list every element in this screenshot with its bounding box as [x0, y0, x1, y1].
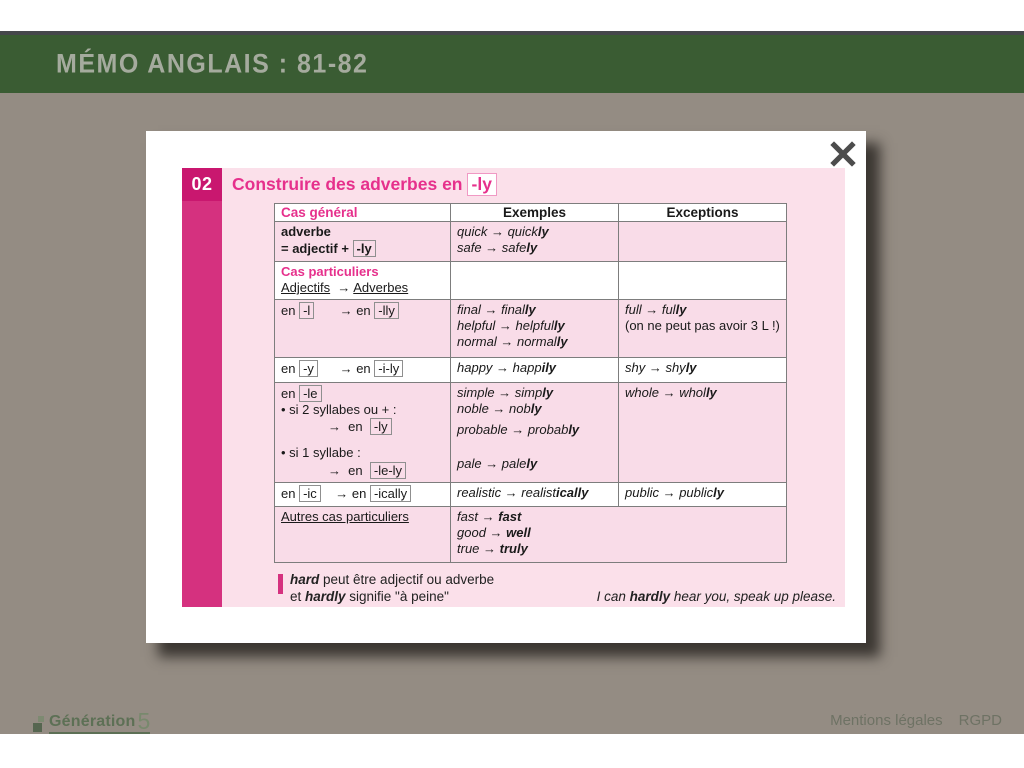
note-example: I can hardly hear you, speak up please. [596, 588, 836, 604]
table-cell [619, 262, 787, 300]
table-cell [451, 382, 619, 482]
table-cell [275, 357, 451, 382]
logo-number: 5 [137, 708, 151, 734]
cell-line: good → well [457, 524, 531, 540]
footer-links [830, 712, 1002, 729]
cell-line: (on ne peut pas avoir 3 L !) [625, 317, 780, 333]
memo-card [146, 131, 866, 643]
cell-line: simple → simply [457, 384, 554, 400]
table-row [275, 506, 787, 562]
cell-line: en -le [281, 385, 444, 402]
top-white-strip [0, 0, 1024, 31]
table-cell [619, 357, 787, 382]
cell-line: public → publicly [625, 484, 724, 500]
table-row [275, 299, 787, 357]
cell-line: true → truly [457, 541, 528, 556]
table-cell [451, 506, 787, 562]
table-cell [275, 506, 451, 562]
cell-line: normal → normally [457, 334, 568, 349]
cell-line: = adjectif + -ly [281, 240, 444, 257]
cell-line: → en -le-ly [281, 462, 444, 479]
column-header: Exemples [451, 204, 619, 222]
cell-line: en -l → en -lly [281, 302, 444, 319]
cell-line: noble → nobly [457, 400, 542, 416]
cell-line: Cas particuliers [281, 264, 379, 279]
hard-hardly-note [278, 572, 836, 606]
cell-line: shy → shyly [625, 359, 697, 375]
cell-line: • si 2 syllabes ou + : [281, 401, 397, 417]
cell-line: en -ic → en -ically [281, 485, 444, 502]
cell-line: et hardly signifie "à peine" [290, 588, 449, 604]
cell-line [281, 435, 444, 445]
cell-line: en -y → en -i-ly [281, 360, 444, 377]
table-cell [275, 262, 451, 300]
cell-line: adverbe [281, 224, 331, 239]
cell-line: final → finally [457, 301, 536, 317]
table-cell [275, 299, 451, 357]
table-row [275, 382, 787, 482]
accent-strip [182, 168, 222, 607]
rgpd-link[interactable]: RGPD [958, 712, 1002, 729]
cell-line: safe → safely [457, 240, 538, 256]
cell-line: helpful → helpfully [457, 317, 565, 333]
cell-line: probable → probably [457, 422, 580, 437]
note-accent-bar [278, 574, 283, 594]
generation5-logo-icon [33, 712, 46, 734]
table-row [275, 482, 787, 506]
table-cell [619, 222, 787, 262]
cell-line: hard peut être adjectif ou adverbe [290, 572, 495, 587]
table-cell [451, 482, 619, 506]
table-cell [275, 222, 451, 262]
memo-number-badge: 02 [182, 168, 222, 201]
table-cell [275, 482, 451, 506]
table-cell [451, 357, 619, 382]
cell-line: → en -ly [281, 418, 444, 435]
table-row [275, 357, 787, 382]
column-header: Exceptions [619, 204, 787, 222]
table-cell [619, 382, 787, 482]
column-header: Cas général [275, 204, 451, 222]
table-cell [451, 262, 619, 300]
bottom-white-strip [0, 734, 1024, 768]
cell-line [457, 438, 612, 456]
generation5-logo[interactable] [33, 706, 150, 734]
adverb-rules-table [274, 203, 787, 563]
close-button[interactable] [827, 138, 859, 170]
app-header [0, 35, 1024, 93]
mentions-legales-link[interactable]: Mentions légales [830, 712, 943, 729]
memo-title [232, 173, 497, 196]
cell-line: whole → wholly [625, 384, 717, 400]
close-icon [830, 141, 856, 167]
cell-line: full → fully [625, 301, 687, 317]
app-title: MÉMO ANGLAIS : 81-82 [56, 49, 369, 79]
cell-line: realistic → realistically [457, 484, 589, 500]
table-cell [619, 299, 787, 357]
table-row [275, 222, 787, 262]
table-cell [275, 382, 451, 482]
cell-line: pale → palely [457, 456, 538, 472]
logo-text: Génération [49, 713, 136, 730]
memo-panel [222, 168, 845, 607]
cell-line: • si 1 syllabe : [281, 445, 361, 461]
table-cell [619, 482, 787, 506]
memo-title-text: Construire des adverbes en [232, 174, 463, 194]
memo-title-suffix-box: -ly [467, 173, 497, 196]
table-cell [451, 299, 619, 357]
cell-line: happy → happily [457, 359, 557, 375]
cell-line: Autres cas particuliers [281, 508, 409, 524]
table-row [275, 262, 787, 300]
note-text [278, 572, 494, 606]
cell-line: fast → fast [457, 508, 522, 524]
table-cell [451, 222, 619, 262]
cell-line: quick → quickly [457, 224, 549, 239]
cell-line: Adjectifs → Adverbes [281, 280, 409, 296]
